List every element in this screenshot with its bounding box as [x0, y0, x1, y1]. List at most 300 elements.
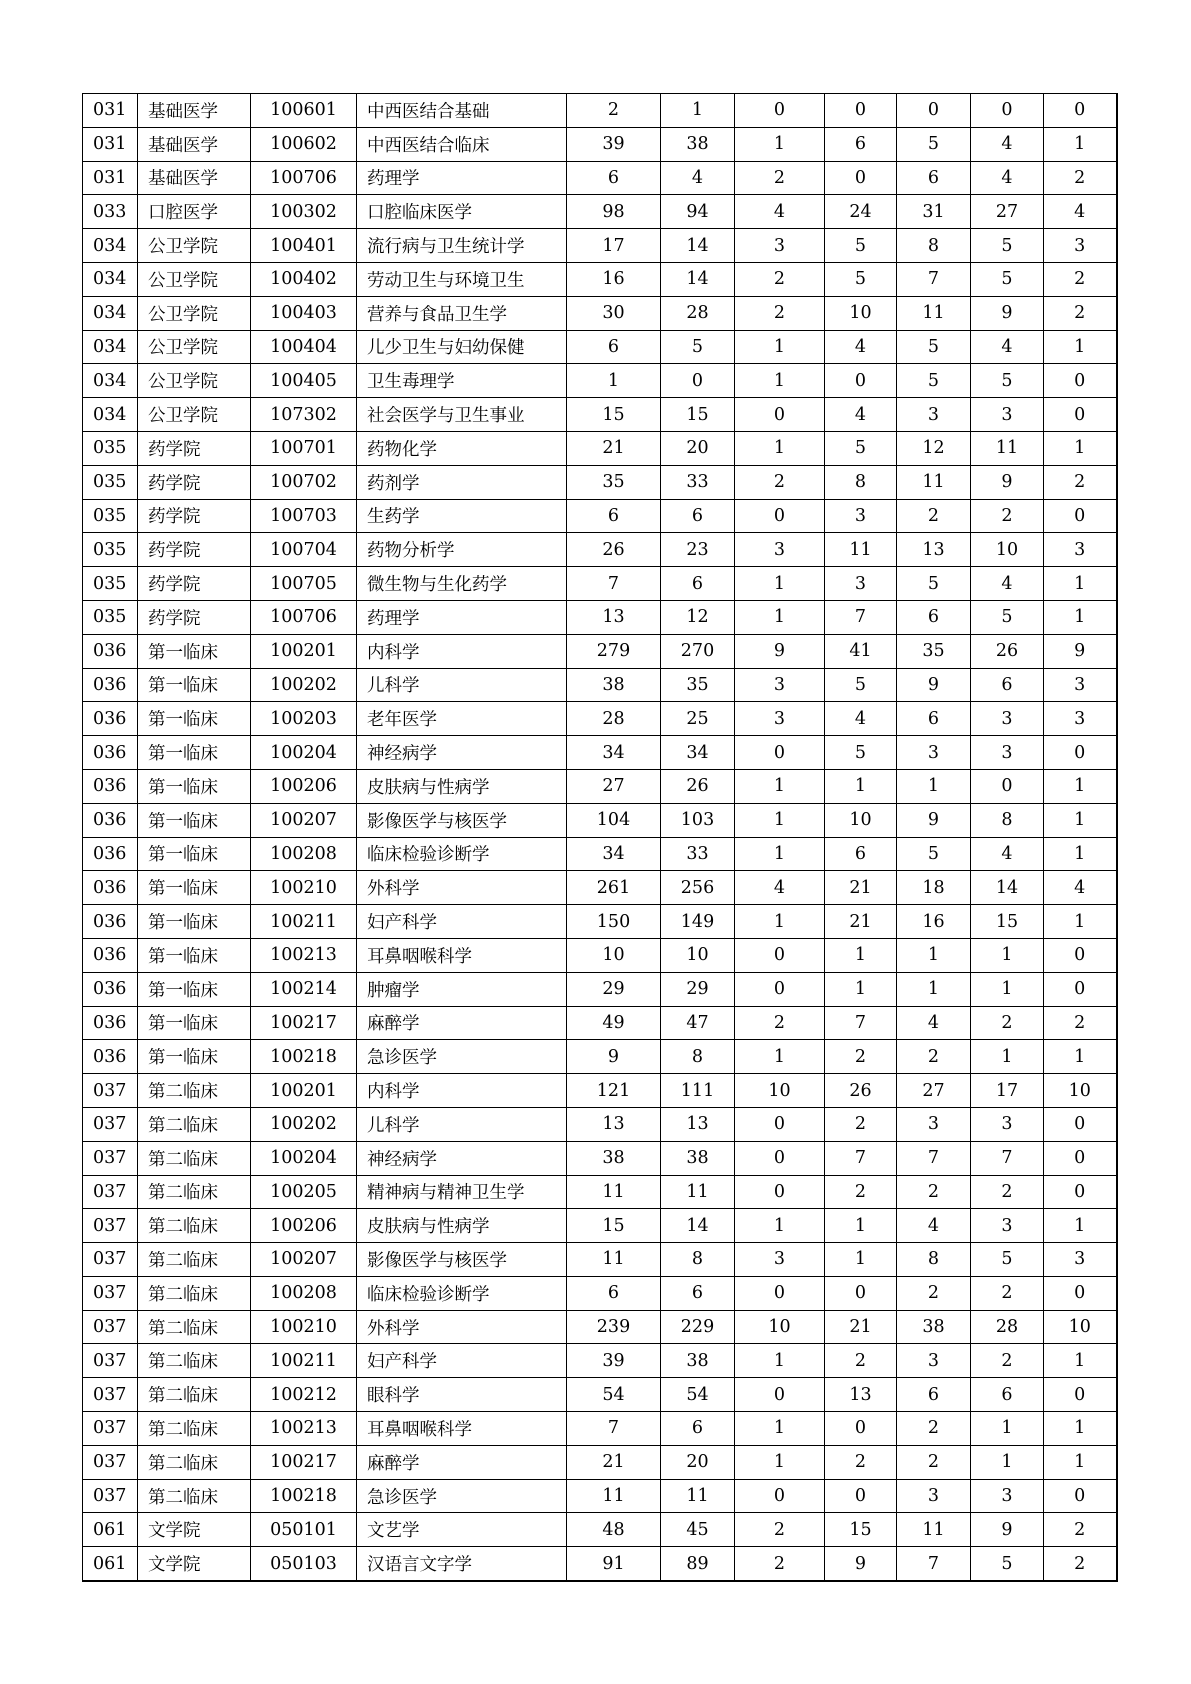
college-name-cell: 文学院	[138, 1547, 251, 1581]
table-row	[83, 1040, 1117, 1074]
major-name-cell: 药理学	[357, 600, 567, 634]
count-a-cell: 13	[567, 1107, 661, 1141]
major-code-cell: 100404	[251, 330, 357, 364]
table-row	[83, 871, 1117, 905]
count-b-cell: 10	[661, 938, 735, 972]
count-d-cell: 24	[825, 195, 897, 229]
major-name-cell: 麻醉学	[357, 1445, 567, 1479]
table-row	[83, 296, 1117, 330]
count-d-cell: 6	[825, 837, 897, 871]
count-b-cell: 25	[661, 702, 735, 736]
count-e-cell: 4	[897, 1006, 971, 1040]
college-name-cell: 第二临床	[138, 1175, 251, 1209]
count-e-cell: 3	[897, 1107, 971, 1141]
count-b-cell: 89	[661, 1547, 735, 1581]
major-code-cell: 050103	[251, 1547, 357, 1581]
count-f-cell: 14	[971, 871, 1044, 905]
college-code-cell: 036	[83, 702, 138, 736]
count-g-cell: 1	[1044, 803, 1117, 837]
table-row	[83, 1141, 1117, 1175]
college-name-cell: 第一临床	[138, 634, 251, 668]
count-g-cell: 10	[1044, 1310, 1117, 1344]
count-e-cell: 6	[897, 161, 971, 195]
count-a-cell: 39	[567, 1344, 661, 1378]
count-c-cell: 2	[735, 465, 825, 499]
college-name-cell: 第二临床	[138, 1141, 251, 1175]
count-f-cell: 3	[971, 702, 1044, 736]
count-a-cell: 26	[567, 533, 661, 567]
college-name-cell: 第二临床	[138, 1243, 251, 1277]
count-e-cell: 8	[897, 229, 971, 263]
major-name-cell: 卫生毒理学	[357, 364, 567, 398]
major-name-cell: 皮肤病与性病学	[357, 769, 567, 803]
major-code-cell: 100204	[251, 736, 357, 770]
table-row	[83, 1107, 1117, 1141]
count-g-cell: 4	[1044, 871, 1117, 905]
count-a-cell: 38	[567, 668, 661, 702]
count-e-cell: 7	[897, 1547, 971, 1581]
count-a-cell: 91	[567, 1547, 661, 1581]
count-g-cell: 3	[1044, 702, 1117, 736]
count-d-cell: 1	[825, 938, 897, 972]
count-b-cell: 229	[661, 1310, 735, 1344]
count-e-cell: 27	[897, 1074, 971, 1108]
college-name-cell: 第一临床	[138, 905, 251, 939]
count-b-cell: 12	[661, 600, 735, 634]
count-g-cell: 1	[1044, 1412, 1117, 1446]
count-d-cell: 0	[825, 1276, 897, 1310]
count-c-cell: 0	[735, 499, 825, 533]
count-f-cell: 9	[971, 465, 1044, 499]
count-g-cell: 0	[1044, 1276, 1117, 1310]
table-row	[83, 195, 1117, 229]
count-f-cell: 1	[971, 1445, 1044, 1479]
count-a-cell: 54	[567, 1378, 661, 1412]
count-e-cell: 2	[897, 1040, 971, 1074]
college-code-cell: 036	[83, 668, 138, 702]
major-name-cell: 临床检验诊断学	[357, 1276, 567, 1310]
major-code-cell: 100206	[251, 1209, 357, 1243]
count-d-cell: 21	[825, 905, 897, 939]
major-code-cell: 100207	[251, 1243, 357, 1277]
count-f-cell: 1	[971, 1040, 1044, 1074]
count-c-cell: 0	[735, 1276, 825, 1310]
major-name-cell: 急诊医学	[357, 1040, 567, 1074]
count-g-cell: 2	[1044, 1547, 1117, 1581]
count-g-cell: 3	[1044, 533, 1117, 567]
count-f-cell: 1	[971, 972, 1044, 1006]
count-a-cell: 150	[567, 905, 661, 939]
count-a-cell: 21	[567, 1445, 661, 1479]
count-g-cell: 1	[1044, 431, 1117, 465]
count-g-cell: 0	[1044, 364, 1117, 398]
count-e-cell: 35	[897, 634, 971, 668]
count-g-cell: 2	[1044, 296, 1117, 330]
table-row	[83, 668, 1117, 702]
college-code-cell: 061	[83, 1547, 138, 1581]
count-a-cell: 11	[567, 1479, 661, 1513]
count-d-cell: 5	[825, 431, 897, 465]
table-row	[83, 1378, 1117, 1412]
college-name-cell: 公卫学院	[138, 398, 251, 432]
count-d-cell: 2	[825, 1040, 897, 1074]
count-f-cell: 17	[971, 1074, 1044, 1108]
major-name-cell: 药理学	[357, 161, 567, 195]
count-f-cell: 3	[971, 736, 1044, 770]
table-row	[83, 1479, 1117, 1513]
count-e-cell: 2	[897, 1445, 971, 1479]
count-e-cell: 2	[897, 1175, 971, 1209]
count-f-cell: 3	[971, 398, 1044, 432]
count-b-cell: 20	[661, 1445, 735, 1479]
table-row	[83, 1276, 1117, 1310]
college-code-cell: 036	[83, 803, 138, 837]
count-b-cell: 0	[661, 364, 735, 398]
college-code-cell: 061	[83, 1513, 138, 1547]
count-c-cell: 1	[735, 837, 825, 871]
count-e-cell: 11	[897, 1513, 971, 1547]
count-d-cell: 7	[825, 1006, 897, 1040]
count-c-cell: 1	[735, 1040, 825, 1074]
count-e-cell: 13	[897, 533, 971, 567]
major-name-cell: 生药学	[357, 499, 567, 533]
major-name-cell: 口腔临床医学	[357, 195, 567, 229]
college-code-cell: 037	[83, 1412, 138, 1446]
count-e-cell: 3	[897, 398, 971, 432]
count-c-cell: 3	[735, 229, 825, 263]
count-f-cell: 7	[971, 1141, 1044, 1175]
count-b-cell: 28	[661, 296, 735, 330]
count-b-cell: 11	[661, 1479, 735, 1513]
count-d-cell: 0	[825, 364, 897, 398]
count-e-cell: 9	[897, 668, 971, 702]
table-row	[83, 1175, 1117, 1209]
count-f-cell: 6	[971, 668, 1044, 702]
major-code-cell: 107302	[251, 398, 357, 432]
major-name-cell: 精神病与精神卫生学	[357, 1175, 567, 1209]
college-code-cell: 037	[83, 1445, 138, 1479]
college-name-cell: 第一临床	[138, 837, 251, 871]
count-a-cell: 6	[567, 161, 661, 195]
count-g-cell: 0	[1044, 972, 1117, 1006]
count-a-cell: 7	[567, 1412, 661, 1446]
count-d-cell: 1	[825, 1209, 897, 1243]
count-g-cell: 1	[1044, 1040, 1117, 1074]
count-c-cell: 1	[735, 127, 825, 161]
table-row	[83, 1310, 1117, 1344]
college-code-cell: 034	[83, 364, 138, 398]
major-name-cell: 药物分析学	[357, 533, 567, 567]
count-g-cell: 1	[1044, 1344, 1117, 1378]
table-row	[83, 94, 1117, 128]
major-code-cell: 100203	[251, 702, 357, 736]
count-f-cell: 10	[971, 533, 1044, 567]
major-name-cell: 妇产科学	[357, 1344, 567, 1378]
count-d-cell: 13	[825, 1378, 897, 1412]
major-name-cell: 儿科学	[357, 1107, 567, 1141]
count-f-cell: 28	[971, 1310, 1044, 1344]
count-a-cell: 48	[567, 1513, 661, 1547]
major-name-cell: 内科学	[357, 1074, 567, 1108]
table-row	[83, 1344, 1117, 1378]
college-name-cell: 第二临床	[138, 1378, 251, 1412]
count-f-cell: 2	[971, 499, 1044, 533]
count-c-cell: 1	[735, 1445, 825, 1479]
count-g-cell: 2	[1044, 1006, 1117, 1040]
count-c-cell: 0	[735, 1175, 825, 1209]
count-a-cell: 15	[567, 398, 661, 432]
major-name-cell: 外科学	[357, 1310, 567, 1344]
major-name-cell: 劳动卫生与环境卫生	[357, 262, 567, 296]
college-name-cell: 第二临床	[138, 1276, 251, 1310]
college-name-cell: 公卫学院	[138, 364, 251, 398]
table-row	[83, 1243, 1117, 1277]
count-f-cell: 1	[971, 1412, 1044, 1446]
count-b-cell: 20	[661, 431, 735, 465]
count-a-cell: 27	[567, 769, 661, 803]
count-b-cell: 14	[661, 262, 735, 296]
count-f-cell: 5	[971, 1243, 1044, 1277]
college-name-cell: 第一临床	[138, 871, 251, 905]
count-f-cell: 3	[971, 1107, 1044, 1141]
college-name-cell: 第一临床	[138, 1040, 251, 1074]
count-d-cell: 5	[825, 262, 897, 296]
college-name-cell: 口腔医学	[138, 195, 251, 229]
major-code-cell: 100705	[251, 567, 357, 601]
college-code-cell: 036	[83, 871, 138, 905]
count-c-cell: 3	[735, 533, 825, 567]
major-code-cell: 100706	[251, 600, 357, 634]
table-row	[83, 1513, 1117, 1547]
count-b-cell: 111	[661, 1074, 735, 1108]
count-d-cell: 4	[825, 702, 897, 736]
major-name-cell: 中西医结合临床	[357, 127, 567, 161]
count-e-cell: 3	[897, 1479, 971, 1513]
count-a-cell: 121	[567, 1074, 661, 1108]
count-f-cell: 5	[971, 600, 1044, 634]
college-name-cell: 第二临床	[138, 1074, 251, 1108]
count-g-cell: 0	[1044, 1175, 1117, 1209]
count-g-cell: 1	[1044, 1445, 1117, 1479]
count-d-cell: 2	[825, 1107, 897, 1141]
count-d-cell: 1	[825, 972, 897, 1006]
major-code-cell: 100204	[251, 1141, 357, 1175]
count-d-cell: 4	[825, 398, 897, 432]
table-row	[83, 1547, 1117, 1581]
major-code-cell: 100210	[251, 871, 357, 905]
major-code-cell: 100211	[251, 905, 357, 939]
major-name-cell: 急诊医学	[357, 1479, 567, 1513]
major-name-cell: 影像医学与核医学	[357, 1243, 567, 1277]
table-row	[83, 262, 1117, 296]
count-g-cell: 10	[1044, 1074, 1117, 1108]
table-row	[83, 736, 1117, 770]
table-row	[83, 533, 1117, 567]
major-name-cell: 文艺学	[357, 1513, 567, 1547]
college-code-cell: 034	[83, 398, 138, 432]
count-d-cell: 3	[825, 567, 897, 601]
table-row	[83, 803, 1117, 837]
count-b-cell: 38	[661, 1141, 735, 1175]
count-f-cell: 6	[971, 1378, 1044, 1412]
count-b-cell: 6	[661, 499, 735, 533]
table-row	[83, 161, 1117, 195]
college-name-cell: 公卫学院	[138, 229, 251, 263]
count-g-cell: 0	[1044, 1107, 1117, 1141]
table-row	[83, 431, 1117, 465]
count-d-cell: 15	[825, 1513, 897, 1547]
table-body	[83, 94, 1117, 1582]
count-d-cell: 0	[825, 94, 897, 128]
count-c-cell: 2	[735, 161, 825, 195]
count-f-cell: 5	[971, 364, 1044, 398]
count-f-cell: 1	[971, 938, 1044, 972]
count-g-cell: 1	[1044, 837, 1117, 871]
college-code-cell: 034	[83, 330, 138, 364]
count-d-cell: 21	[825, 1310, 897, 1344]
count-b-cell: 11	[661, 1175, 735, 1209]
college-code-cell: 037	[83, 1243, 138, 1277]
count-b-cell: 14	[661, 1209, 735, 1243]
major-code-cell: 100211	[251, 1344, 357, 1378]
major-name-cell: 妇产科学	[357, 905, 567, 939]
count-f-cell: 15	[971, 905, 1044, 939]
college-code-cell: 036	[83, 972, 138, 1006]
college-code-cell: 031	[83, 94, 138, 128]
count-f-cell: 4	[971, 837, 1044, 871]
college-code-cell: 036	[83, 736, 138, 770]
count-a-cell: 261	[567, 871, 661, 905]
count-d-cell: 10	[825, 296, 897, 330]
table-row	[83, 769, 1117, 803]
college-code-cell: 037	[83, 1344, 138, 1378]
table-row	[83, 330, 1117, 364]
count-e-cell: 12	[897, 431, 971, 465]
count-e-cell: 5	[897, 567, 971, 601]
count-c-cell: 1	[735, 600, 825, 634]
count-a-cell: 279	[567, 634, 661, 668]
table-row	[83, 905, 1117, 939]
count-g-cell: 1	[1044, 769, 1117, 803]
count-c-cell: 2	[735, 1547, 825, 1581]
count-e-cell: 6	[897, 1378, 971, 1412]
count-f-cell: 2	[971, 1175, 1044, 1209]
college-code-cell: 031	[83, 161, 138, 195]
count-g-cell: 3	[1044, 229, 1117, 263]
count-d-cell: 1	[825, 1243, 897, 1277]
count-g-cell: 0	[1044, 1378, 1117, 1412]
college-code-cell: 033	[83, 195, 138, 229]
college-code-cell: 035	[83, 465, 138, 499]
count-c-cell: 2	[735, 262, 825, 296]
count-d-cell: 0	[825, 1479, 897, 1513]
college-name-cell: 第二临床	[138, 1310, 251, 1344]
count-f-cell: 9	[971, 296, 1044, 330]
count-a-cell: 6	[567, 1276, 661, 1310]
count-b-cell: 6	[661, 1412, 735, 1446]
count-a-cell: 13	[567, 600, 661, 634]
table-row	[83, 499, 1117, 533]
major-name-cell: 微生物与生化药学	[357, 567, 567, 601]
college-name-cell: 公卫学院	[138, 262, 251, 296]
count-f-cell: 3	[971, 1479, 1044, 1513]
count-g-cell: 2	[1044, 262, 1117, 296]
count-d-cell: 4	[825, 330, 897, 364]
table-row	[83, 398, 1117, 432]
count-c-cell: 1	[735, 1344, 825, 1378]
count-b-cell: 256	[661, 871, 735, 905]
table-row	[83, 1074, 1117, 1108]
count-c-cell: 0	[735, 94, 825, 128]
table-row	[83, 127, 1117, 161]
count-a-cell: 29	[567, 972, 661, 1006]
major-name-cell: 肿瘤学	[357, 972, 567, 1006]
count-c-cell: 1	[735, 905, 825, 939]
college-name-cell: 第二临床	[138, 1344, 251, 1378]
major-code-cell: 100210	[251, 1310, 357, 1344]
count-d-cell: 2	[825, 1445, 897, 1479]
count-d-cell: 7	[825, 600, 897, 634]
count-c-cell: 4	[735, 871, 825, 905]
count-c-cell: 3	[735, 702, 825, 736]
count-e-cell: 11	[897, 296, 971, 330]
major-code-cell: 100201	[251, 1074, 357, 1108]
major-code-cell: 100208	[251, 837, 357, 871]
major-name-cell: 营养与食品卫生学	[357, 296, 567, 330]
count-c-cell: 0	[735, 972, 825, 1006]
count-g-cell: 2	[1044, 161, 1117, 195]
count-a-cell: 15	[567, 1209, 661, 1243]
count-c-cell: 4	[735, 195, 825, 229]
college-name-cell: 第一临床	[138, 972, 251, 1006]
college-name-cell: 第二临床	[138, 1209, 251, 1243]
count-d-cell: 0	[825, 161, 897, 195]
count-f-cell: 3	[971, 1209, 1044, 1243]
count-e-cell: 16	[897, 905, 971, 939]
count-b-cell: 26	[661, 769, 735, 803]
college-code-cell: 037	[83, 1175, 138, 1209]
major-name-cell: 老年医学	[357, 702, 567, 736]
major-code-cell: 100217	[251, 1006, 357, 1040]
count-c-cell: 9	[735, 634, 825, 668]
count-b-cell: 6	[661, 1276, 735, 1310]
count-e-cell: 9	[897, 803, 971, 837]
count-g-cell: 2	[1044, 1513, 1117, 1547]
count-f-cell: 8	[971, 803, 1044, 837]
major-code-cell: 100402	[251, 262, 357, 296]
count-f-cell: 9	[971, 1513, 1044, 1547]
count-a-cell: 11	[567, 1175, 661, 1209]
count-b-cell: 29	[661, 972, 735, 1006]
table-row	[83, 1006, 1117, 1040]
count-e-cell: 8	[897, 1243, 971, 1277]
count-b-cell: 38	[661, 1344, 735, 1378]
count-b-cell: 94	[661, 195, 735, 229]
count-g-cell: 9	[1044, 634, 1117, 668]
college-code-cell: 035	[83, 533, 138, 567]
college-name-cell: 药学院	[138, 499, 251, 533]
table-row	[83, 567, 1117, 601]
count-b-cell: 34	[661, 736, 735, 770]
count-e-cell: 3	[897, 1344, 971, 1378]
count-e-cell: 6	[897, 600, 971, 634]
count-g-cell: 3	[1044, 668, 1117, 702]
count-d-cell: 9	[825, 1547, 897, 1581]
count-f-cell: 26	[971, 634, 1044, 668]
count-a-cell: 239	[567, 1310, 661, 1344]
count-g-cell: 4	[1044, 195, 1117, 229]
table-row	[83, 702, 1117, 736]
